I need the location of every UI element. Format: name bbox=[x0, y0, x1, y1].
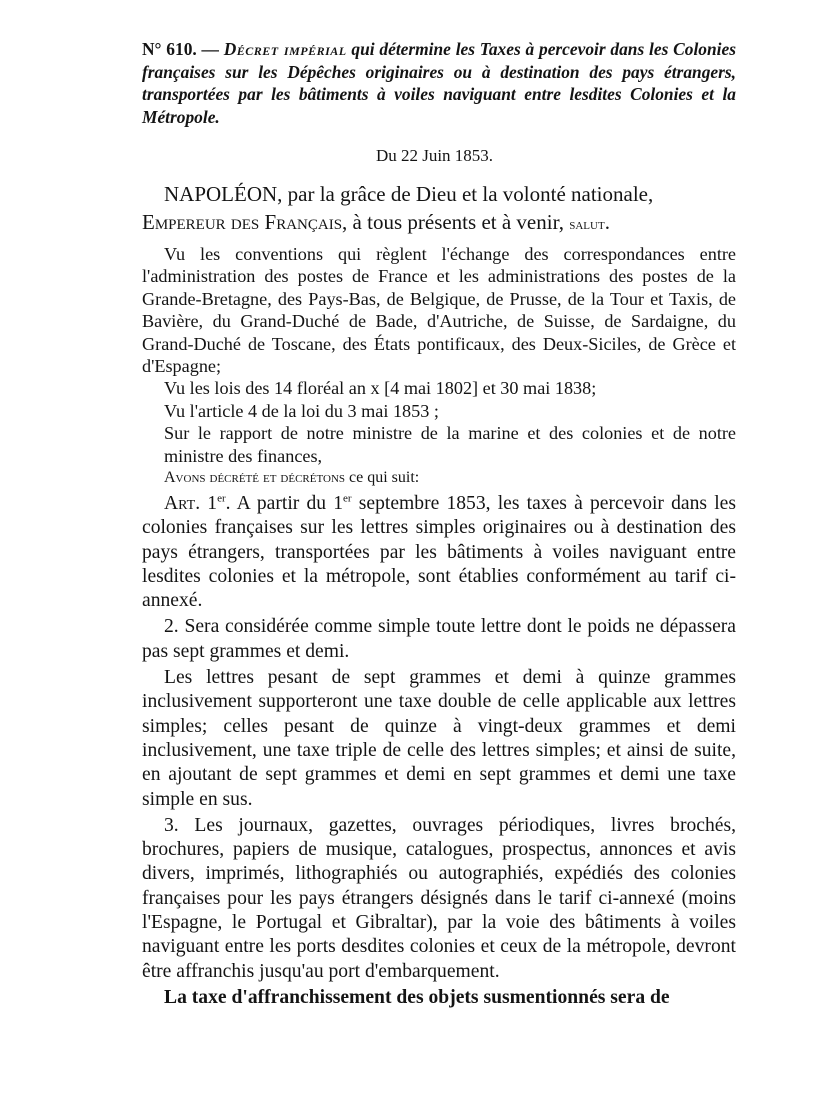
preamble-address: , à tous présents et à venir, bbox=[342, 210, 564, 234]
article-2-continuation: Les lettres pesant de sept grammes et demi à quinze grammes inclusivement supporteront une taxe double de celle applicable aux lettres simples; celles pesant de quinze à vingt-deux grammes et demi inclusivement, une taxe triple de celle des lettres simples; et ainsi de suite, en ajoutant de sept grammes et demi en sept grammes et demi une taxe simple en sus. bbox=[142, 667, 736, 810]
consideration-rapport: Sur le rapport de notre ministre de la marine et des colonies et de notre ministre des finances, bbox=[164, 423, 736, 466]
article-1 bbox=[142, 492, 736, 613]
article-1-text-b: septembre 1853, les taxes à percevoir dans les colonies françaises sur les lettres simples originaires ou à destination des pays étrangers, transportées par les bâtiments à voiles naviguant entre lesdites colonies et la métropole, sont établies conformément au tarif ci-annexé. bbox=[142, 493, 736, 612]
article-1-label: Art. 1 bbox=[164, 493, 218, 514]
consideration-lois: Vu les lois des 14 floréal an x [4 mai 1802] et 30 mai 1838; bbox=[164, 378, 597, 399]
decree-summary: qui détermine les Taxes à percevoir dans les Colonies françaises sur les Dépêches originaires ou à destination des pays étrangers, transportées par les bâtiments à voiles naviguant entre lesdites Colonies et la Métropole. bbox=[142, 39, 736, 127]
article-3: 3. Les journaux, gazettes, ouvrages périodiques, livres brochés, brochures, papiers de musique, catalogues, prospectus, annonces et avis divers, imprimés, lithographiés ou autographiés, expédiés des colonies françaises pour les pays étrangers désignés dans le tarif ci-annexé (moins l'Espagne, le Portugal et Gibraltar), par la voie des bâtiments à voiles naviguant entre les ports desdites colonies et ceux de la métropole, devront être affranchis jusqu'au port d'embarquement. bbox=[142, 814, 736, 982]
article-1-sup2: er bbox=[343, 492, 352, 505]
preamble-line-1: NAPOLÉON, par la grâce de Dieu et la volonté nationale, bbox=[164, 182, 654, 206]
article-2: 2. Sera considérée comme simple toute lettre dont le poids ne dépassera pas sept grammes et demi. bbox=[142, 616, 736, 662]
preamble bbox=[142, 180, 736, 239]
consideration-conventions: Vu les conventions qui règlent l'échange des correspondances entre l'administration des postes de France et les administrations des postes de la Grande-Bretagne, des Pays-Bas, de Belgique, de Prusse, de la Tour et Taxis, de Bavière, du Grand-Duché de Bade, d'Autriche, de Suisse, de Sardaigne, du Grand-Duché de Toscane, des États pontificaux, des Deux-Siciles, de Grèce et d'Espagne; bbox=[142, 244, 736, 377]
decree-formula-avons: Avons décrété et décrétons bbox=[164, 469, 346, 486]
preamble-end: . bbox=[604, 210, 610, 234]
emperor-title: Empereur des Français bbox=[142, 210, 343, 234]
heading-dash: — bbox=[201, 39, 219, 59]
decree-number: N° 610. bbox=[142, 39, 197, 59]
decree-date: Du 22 Juin 1853. bbox=[375, 146, 494, 165]
decree-heading bbox=[142, 38, 736, 128]
decree-title: Décret impérial bbox=[223, 39, 347, 59]
preamble-line-2 bbox=[142, 208, 736, 239]
decree-formula bbox=[142, 468, 736, 488]
decree-formula-rest: ce qui suit: bbox=[345, 469, 420, 486]
articles bbox=[142, 492, 736, 1012]
article-1-sup: er bbox=[217, 492, 226, 505]
consideration-article: Vu l'article 4 de la loi du 3 mai 1853 ; bbox=[164, 400, 439, 421]
salut: salut bbox=[569, 216, 605, 233]
considerations bbox=[142, 243, 736, 467]
article-3-continuation: La taxe d'affranchissement des objets susmentionnés sera de bbox=[164, 986, 670, 1008]
article-1-text-a: . A partir du 1 bbox=[225, 493, 344, 514]
